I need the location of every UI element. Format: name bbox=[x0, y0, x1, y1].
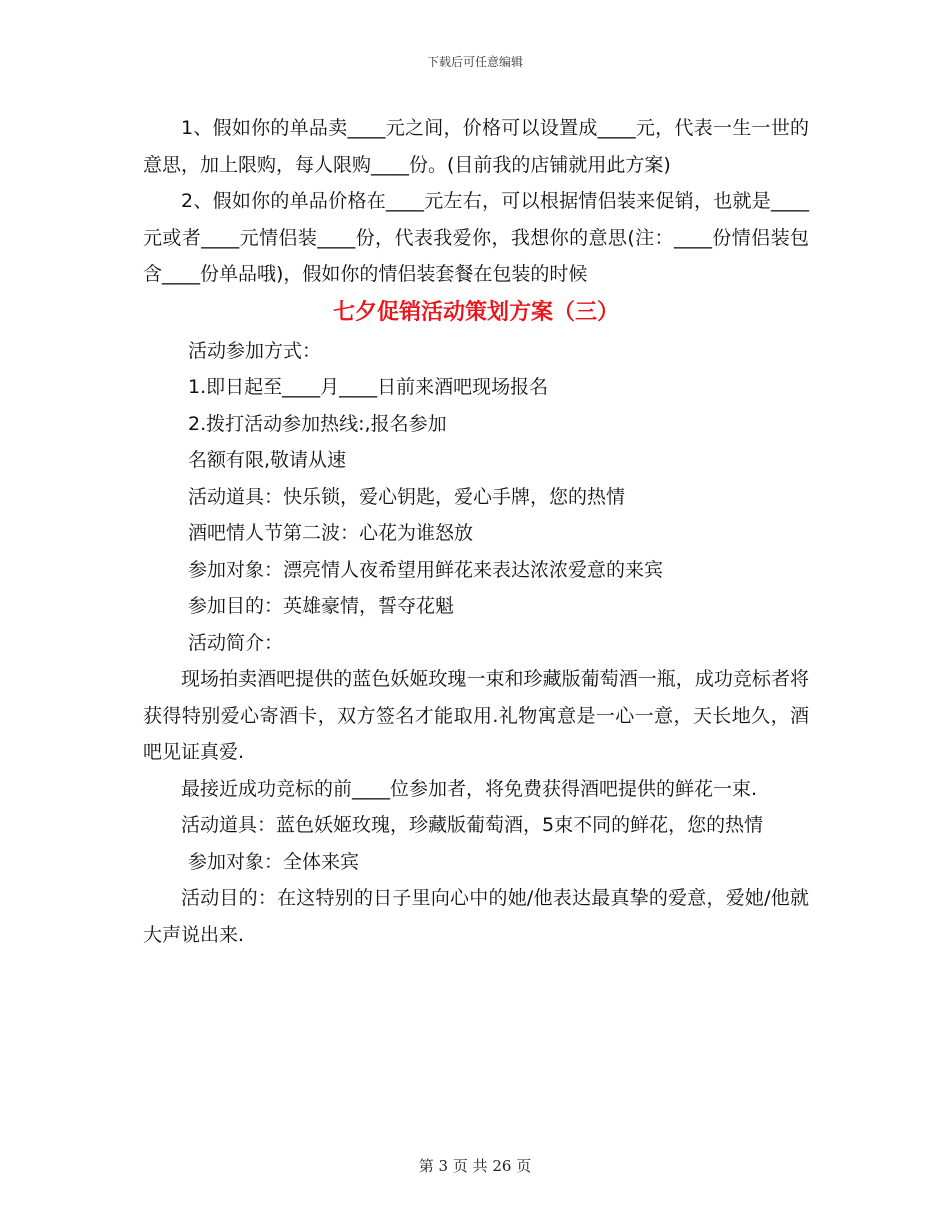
paragraph: 参加目的：英雄豪情，誓夺花魁 bbox=[188, 595, 455, 617]
page-header: 下载后可任意编辑 bbox=[426, 55, 523, 69]
paragraph: 现场拍卖酒吧提供的蓝色妖姬玫瑰一束和珍藏版葡萄酒一瓶，成功竞标者将获得特别爱心寄酒卡，双方签名才能取用.礼物寓意是一心一意，天长地久，酒吧见证真爱. bbox=[143, 668, 809, 763]
paragraph: 2.拨打活动参加热线:,报名参加 bbox=[188, 412, 447, 435]
paragraph: 名额有限,敬请从速 bbox=[188, 449, 347, 471]
paragraph: 活动目的：在这特别的日子里向心中的她/他表达最真挚的爱意，爱她/他就大声说出来. bbox=[143, 887, 809, 946]
paragraph: 最接近成功竞标的前____位参加者，将免费获得酒吧提供的鲜花一束. bbox=[181, 777, 758, 800]
paragraph: 活动道具：快乐锁，爱心钥匙，爱心手牌，您的热情 bbox=[188, 485, 626, 508]
paragraph: 活动道具：蓝色妖姬玫瑰，珍藏版葡萄酒，5束不同的鲜花，您的热情 bbox=[181, 814, 764, 836]
page-footer: 第 3 页 共 26 页 bbox=[418, 1157, 532, 1175]
paragraph: 1.即日起至____月____日前来酒吧现场报名 bbox=[188, 376, 549, 398]
document-body bbox=[143, 110, 809, 953]
paragraph: 参加对象：全体来宾 bbox=[188, 850, 360, 873]
paragraph: 活动参加方式： bbox=[188, 339, 322, 362]
paragraph: 活动简介： bbox=[188, 631, 284, 654]
paragraph: 2、假如你的单品价格在____元左右，可以根据情侣装来促销，也就是____元或者____元情侣装____份，代表我爱你，我想你的意思(注：____份情侣装包含____份单品哦)，假如你的情侣装套餐在包装的时候 bbox=[143, 190, 809, 285]
paragraph: 1、假如你的单品卖____元之间，价格可以设置成____元，代表一生一世的意思，加上限购，每人限购____份。(目前我的店铺就用此方案) bbox=[143, 117, 809, 176]
paragraph: 酒吧情人节第二波：心花为谁怒放 bbox=[188, 522, 474, 544]
section-title: 七夕促销活动策划方案（三） bbox=[332, 299, 619, 325]
paragraph: 参加对象：漂亮情人夜希望用鲜花来表达浓浓爱意的来宾 bbox=[188, 558, 664, 581]
